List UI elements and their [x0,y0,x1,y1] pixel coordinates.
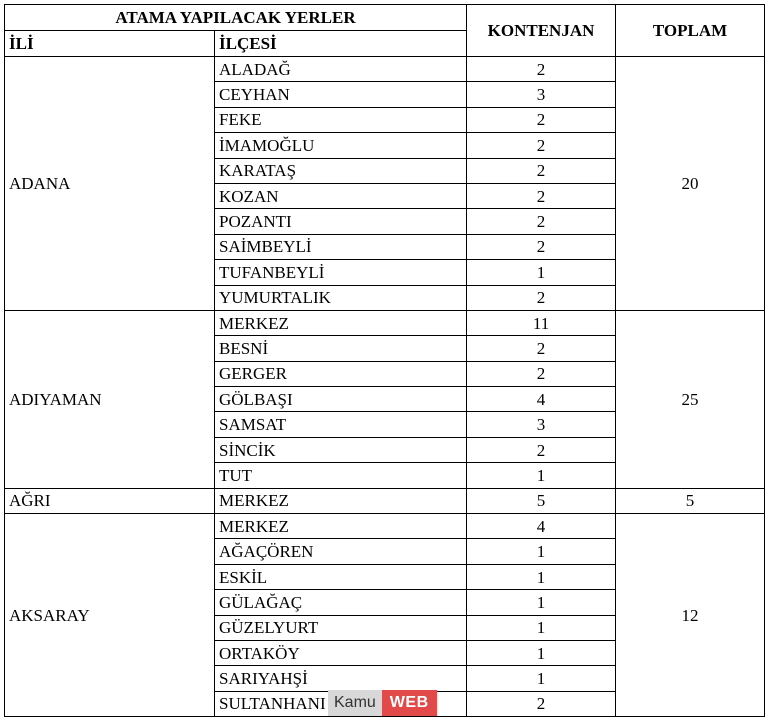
district-cell: GÜLAĞAÇ [215,590,467,615]
district-cell: ESKİL [215,564,467,589]
district-cell: SARIYAHŞİ [215,666,467,691]
quota-cell: 2 [467,183,616,208]
total-cell: 20 [616,57,765,311]
table-row [5,514,765,539]
district-cell: YUMURTALIK [215,285,467,310]
district-cell: MERKEZ [215,310,467,335]
district-cell: KARATAŞ [215,158,467,183]
total-cell: 25 [616,310,765,488]
district-cell: FEKE [215,107,467,132]
quota-cell: 1 [467,463,616,488]
district-cell: GÖLBAŞI [215,387,467,412]
group-header: ATAMA YAPILACAK YERLER [5,5,467,31]
kontenjan-header: KONTENJAN [467,5,616,57]
district-cell: SAMSAT [215,412,467,437]
table-row [5,310,765,335]
district-cell: MERKEZ [215,488,467,513]
district-cell: AĞAÇÖREN [215,539,467,564]
watermark-kamu: Kamu [328,690,382,716]
quota-cell: 1 [467,539,616,564]
district-cell: BESNİ [215,336,467,361]
province-cell: ADIYAMAN [5,310,215,488]
il-header: İLİ [5,31,215,57]
ilce-header: İLÇESİ [215,31,467,57]
district-cell: İMAMOĞLU [215,133,467,158]
watermark-logo [328,690,437,716]
toplam-header: TOPLAM [616,5,765,57]
table-row [5,488,765,513]
quota-cell: 5 [467,488,616,513]
assignment-table [4,4,765,717]
quota-cell: 2 [467,437,616,462]
watermark-web: WEB [382,690,437,716]
district-cell: POZANTI [215,209,467,234]
quota-cell: 1 [467,640,616,665]
total-cell: 5 [616,488,765,513]
district-cell: GÜZELYURT [215,615,467,640]
district-cell: TUFANBEYLİ [215,260,467,285]
province-cell: AKSARAY [5,514,215,717]
quota-cell: 2 [467,107,616,132]
quota-cell: 2 [467,691,616,716]
quota-cell: 2 [467,133,616,158]
quota-cell: 4 [467,514,616,539]
district-cell: ALADAĞ [215,57,467,82]
district-cell: SİNCİK [215,437,467,462]
quota-cell: 2 [467,361,616,386]
district-cell: SULTANHANI [215,691,467,716]
district-cell: GERGER [215,361,467,386]
quota-cell: 2 [467,285,616,310]
quota-cell: 4 [467,387,616,412]
quota-cell: 2 [467,234,616,259]
quota-cell: 3 [467,82,616,107]
quota-cell: 1 [467,590,616,615]
quota-cell: 1 [467,615,616,640]
table-row [5,57,765,82]
quota-cell: 3 [467,412,616,437]
quota-cell: 2 [467,336,616,361]
quota-cell: 1 [467,666,616,691]
district-cell: TUT [215,463,467,488]
total-cell: 12 [616,514,765,717]
table-body [5,57,765,717]
district-cell: KOZAN [215,183,467,208]
district-cell: MERKEZ [215,514,467,539]
quota-cell: 1 [467,260,616,285]
quota-cell: 2 [467,158,616,183]
province-cell: AĞRI [5,488,215,513]
quota-cell: 2 [467,57,616,82]
quota-cell: 1 [467,564,616,589]
district-cell: CEYHAN [215,82,467,107]
district-cell: SAİMBEYLİ [215,234,467,259]
district-cell: ORTAKÖY [215,640,467,665]
quota-cell: 2 [467,209,616,234]
province-cell: ADANA [5,57,215,311]
quota-cell: 11 [467,310,616,335]
